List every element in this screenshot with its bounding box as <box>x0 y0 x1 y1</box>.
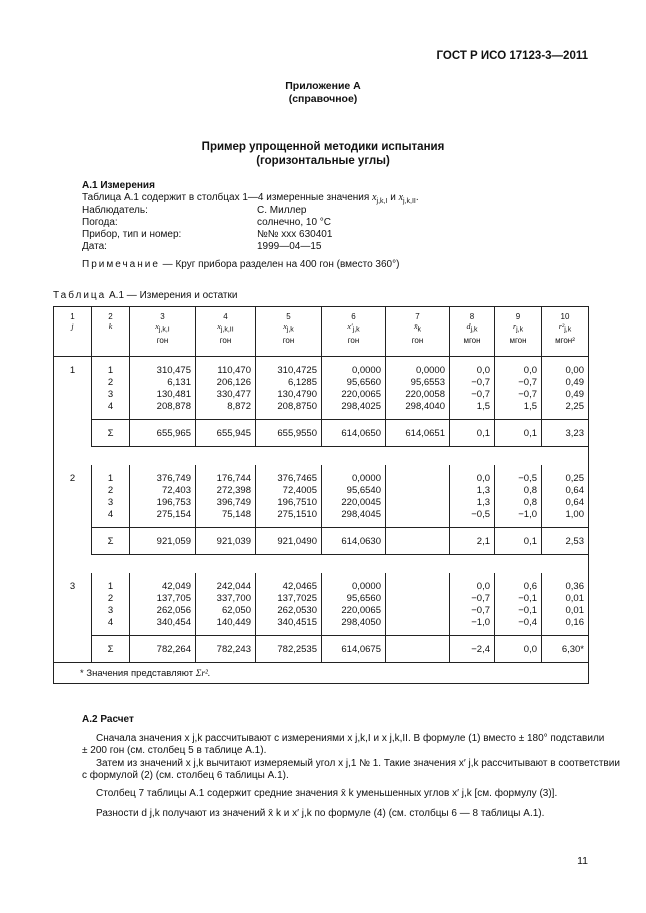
table-cell: 208,8750 <box>256 401 322 420</box>
a2-paragraph-2-line-1: Затем из значений x j,k вычитают измеряемый угол x j,1 № 1. Такие значения x′ j,k рассчитывают в соответствии <box>96 758 620 769</box>
sum-cell: 655,945 <box>196 420 256 447</box>
cell-k: 2 <box>92 485 130 497</box>
cell-k: 1 <box>92 573 130 593</box>
intro-symbol-2: x <box>398 192 404 203</box>
column-symbol-main: x′ <box>347 322 353 331</box>
table-cell: 42,049 <box>130 573 196 593</box>
field-label-instrument: Прибор, тип и номер: <box>82 229 182 240</box>
a2-heading: А.2 Расчет <box>82 714 134 725</box>
column-symbol-main: r <box>512 322 517 331</box>
table-row <box>54 593 589 605</box>
section-title: Пример упрощенной методики испытания <box>201 141 445 153</box>
document-id: ГОСТ Р ИСО 17123-3—2011 <box>436 50 588 62</box>
column-unit: мгон² <box>555 335 575 345</box>
table-cell: 75,148 <box>196 509 256 528</box>
table-cell: 130,481 <box>130 389 196 401</box>
column-number: 6 <box>351 312 356 321</box>
table-cell: 298,4040 <box>386 401 450 420</box>
table-cell: 0,0 <box>495 357 542 378</box>
intro-symbol-1: x <box>372 192 377 203</box>
table-row <box>54 401 589 420</box>
cell-j <box>54 605 92 617</box>
table-cell: 130,4790 <box>256 389 322 401</box>
column-header <box>542 307 589 357</box>
column-symbol-main: x <box>283 322 287 331</box>
table-cell: 298,4025 <box>322 401 386 420</box>
column-unit: гон <box>347 335 360 345</box>
column-unit: гон <box>219 335 232 345</box>
table-cell: 176,744 <box>196 465 256 485</box>
cell-j <box>54 593 92 605</box>
table-cell <box>386 617 450 636</box>
table-cell: 8,872 <box>196 401 256 420</box>
table-cell: 95,6553 <box>386 377 450 389</box>
a2-paragraph-4: Разности d j,k получают из значений x̄ k и x′ j,k по формуле (4) (см. столбцы 6 — 8 таблицы А.1). <box>96 808 545 819</box>
sum-cell: 3,23 <box>542 420 589 447</box>
table-cell: −0,5 <box>450 509 495 528</box>
table-row <box>54 485 589 497</box>
column-symbol <box>499 322 537 336</box>
sum-cell: 782,2535 <box>256 636 322 663</box>
sum-cell: 6,30* <box>542 636 589 663</box>
table-cell: −0,7 <box>450 593 495 605</box>
table-cell: 275,154 <box>130 509 196 528</box>
group-separator <box>54 447 589 466</box>
separator-cell <box>54 447 589 466</box>
cell-k: 3 <box>92 497 130 509</box>
table-cell: 137,705 <box>130 593 196 605</box>
column-header <box>495 307 542 357</box>
table-cell: 0,8 <box>495 497 542 509</box>
separator-cell <box>54 555 589 574</box>
table-cell: −0,7 <box>450 605 495 617</box>
column-header <box>92 307 130 357</box>
table-row <box>54 509 589 528</box>
table-cell: 0,0000 <box>322 573 386 593</box>
column-symbol-sub: j,k <box>564 326 572 334</box>
table-cell <box>386 573 450 593</box>
sum-cell: 921,059 <box>130 528 196 555</box>
column-number: 5 <box>286 312 291 321</box>
column-symbol-sub: j,k <box>516 326 524 334</box>
sum-cell: 0,1 <box>450 420 495 447</box>
column-number: 4 <box>223 312 228 321</box>
annex-title: Приложение А <box>285 80 361 92</box>
column-symbol-sub: j,k,I <box>158 326 170 334</box>
table-cell: −1,0 <box>495 509 542 528</box>
table-cell: 0,49 <box>542 389 589 401</box>
cell-j <box>54 377 92 389</box>
sum-cell: 782,264 <box>130 636 196 663</box>
column-symbol-main: x <box>217 322 221 331</box>
cell-j <box>54 389 92 401</box>
cell-j <box>54 617 92 636</box>
table-caption <box>53 290 237 302</box>
table-cell: 0,0000 <box>386 357 450 378</box>
table-cell: 206,126 <box>196 377 256 389</box>
field-label-observer: Наблюдатель: <box>82 205 148 216</box>
column-symbol-main: x <box>155 322 159 331</box>
table-cell: 1,5 <box>495 401 542 420</box>
column-unit: мгон <box>509 335 527 345</box>
table-cell: 0,49 <box>542 377 589 389</box>
table-cell: 310,4725 <box>256 357 322 378</box>
field-label-weather: Погода: <box>82 217 118 228</box>
table-cell: 1,3 <box>450 497 495 509</box>
table-cell: −0,7 <box>495 377 542 389</box>
sum-row <box>54 528 589 555</box>
table-cell: 0,64 <box>542 497 589 509</box>
column-symbol-main: x̄ <box>413 322 418 331</box>
column-number: 9 <box>515 312 521 321</box>
column-header <box>256 307 322 357</box>
table-cell: 1,5 <box>450 401 495 420</box>
sum-symbol: Σ <box>92 420 130 447</box>
table-row <box>54 377 589 389</box>
a1-heading: А.1 Измерения <box>82 180 155 191</box>
table-cell: 340,4515 <box>256 617 322 636</box>
table-cell: 0,64 <box>542 485 589 497</box>
table-cell: 0,16 <box>542 617 589 636</box>
page-number: 11 <box>577 855 588 867</box>
table-cell <box>386 593 450 605</box>
table-cell: 310,475 <box>130 357 196 378</box>
column-number: 8 <box>469 312 475 321</box>
footnote-text: * Значения представляют <box>80 667 194 679</box>
table-row <box>54 497 589 509</box>
table-cell: −0,7 <box>450 377 495 389</box>
sum-cell: −2,4 <box>450 636 495 663</box>
table-cell: 0,0 <box>450 465 495 485</box>
cell-k: 4 <box>92 401 130 420</box>
table-cell: 0,0 <box>450 573 495 593</box>
a2-paragraph-3: Столбец 7 таблицы А.1 содержит средние значения x̄ k уменьшенных углов x′ j,k [см. формулу (3)]. <box>96 788 558 799</box>
table-cell: −0,5 <box>495 465 542 485</box>
note-text: — Круг прибора разделен на 400 гон (вместо 360°) <box>162 259 400 270</box>
table-cell <box>386 509 450 528</box>
cell-k: 3 <box>92 605 130 617</box>
column-symbol <box>58 322 87 336</box>
column-symbol <box>96 322 125 336</box>
table-cell: −0,1 <box>495 593 542 605</box>
table-cell: 6,1285 <box>256 377 322 389</box>
a1-intro-text: Таблица А.1 содержит в столбцах 1—4 измеренные значения <box>82 192 370 203</box>
table-cell: 220,0045 <box>322 497 386 509</box>
table-cell: 62,050 <box>196 605 256 617</box>
column-symbol-main: r² <box>558 322 565 331</box>
note-label: Примечание <box>82 259 160 270</box>
table-cell: 220,0058 <box>386 389 450 401</box>
sum-cell: 0,1 <box>495 420 542 447</box>
column-symbol <box>200 322 251 336</box>
cell-empty <box>54 636 92 663</box>
table-cell: 95,6560 <box>322 377 386 389</box>
column-symbol-sub: k <box>417 326 422 334</box>
a2-paragraph-1-line-1: Сначала значения x j,k рассчитывают с измерениями x j,k,I и x j,k,II. В формуле (1) вместо ± 180° подставили <box>96 733 605 744</box>
table-cell: 0,0 <box>450 357 495 378</box>
sum-cell: 614,0651 <box>386 420 450 447</box>
table-cell: 72,4005 <box>256 485 322 497</box>
table-cell: 95,6540 <box>322 485 386 497</box>
column-header <box>450 307 495 357</box>
sum-cell: 614,0650 <box>322 420 386 447</box>
sum-cell: 0,0 <box>495 636 542 663</box>
table-row <box>54 605 589 617</box>
table-cell: 376,7465 <box>256 465 322 485</box>
cell-k: 1 <box>92 465 130 485</box>
section-subtitle: (горизонтальные углы) <box>256 155 390 167</box>
cell-j <box>54 485 92 497</box>
sum-cell: 2,53 <box>542 528 589 555</box>
column-symbol <box>134 322 191 336</box>
table-cell: 262,0530 <box>256 605 322 617</box>
table-cell: 6,131 <box>130 377 196 389</box>
cell-j: 3 <box>54 573 92 593</box>
table-cell: 220,0065 <box>322 389 386 401</box>
table-cell <box>386 485 450 497</box>
table-cell: 0,01 <box>542 605 589 617</box>
column-header <box>322 307 386 357</box>
column-symbol-sub: j,k,II <box>220 326 234 334</box>
a1-intro-and: и <box>390 192 396 203</box>
table-cell: 337,700 <box>196 593 256 605</box>
column-symbol-main: k <box>108 322 113 331</box>
table-row <box>54 465 589 485</box>
cell-j: 2 <box>54 465 92 485</box>
sum-cell: 0,1 <box>495 528 542 555</box>
column-number: 2 <box>108 312 113 321</box>
column-symbol-main: d <box>466 322 471 331</box>
field-value-observer: С. Миллер <box>257 205 307 216</box>
table-cell: 208,878 <box>130 401 196 420</box>
column-symbol-sub: j,k <box>470 326 478 334</box>
column-symbol <box>546 322 584 336</box>
a1-note <box>82 259 399 271</box>
column-number: 1 <box>70 312 75 321</box>
column-number: 10 <box>560 312 570 321</box>
a1-intro-end: . <box>415 192 419 203</box>
column-unit: гон <box>282 335 295 345</box>
table-cell: 137,7025 <box>256 593 322 605</box>
table-row <box>54 389 589 401</box>
cell-k: 1 <box>92 357 130 378</box>
cell-j <box>54 509 92 528</box>
sum-symbol: Σ <box>92 636 130 663</box>
column-symbol <box>390 322 445 336</box>
table-row <box>54 357 589 378</box>
cell-k: 4 <box>92 509 130 528</box>
table-cell: −0,7 <box>450 389 495 401</box>
a2-paragraph-1-line-2: ± 200 гон (см. столбец 5 в таблице А.1). <box>82 745 267 756</box>
footnote-row <box>54 663 589 684</box>
cell-k: 2 <box>92 377 130 389</box>
sum-symbol: Σ <box>92 528 130 555</box>
intro-symbol-1-sub: j,k,I <box>376 198 388 205</box>
table-cell: 0,6 <box>495 573 542 593</box>
group-separator <box>54 555 589 574</box>
field-value-date: 1999—04—15 <box>257 241 322 252</box>
field-label-date: Дата: <box>82 241 107 252</box>
sum-cell: 614,0630 <box>322 528 386 555</box>
table-cell: 220,0065 <box>322 605 386 617</box>
table-cell: 376,749 <box>130 465 196 485</box>
table-cell: 1,00 <box>542 509 589 528</box>
sum-cell: 921,039 <box>196 528 256 555</box>
table-cell: 330,477 <box>196 389 256 401</box>
cell-k: 4 <box>92 617 130 636</box>
measurements-table <box>53 306 589 684</box>
sum-row <box>54 636 589 663</box>
cell-j: 1 <box>54 357 92 378</box>
table-cell: 0,0000 <box>322 357 386 378</box>
table-cell: −0,1 <box>495 605 542 617</box>
column-symbol <box>260 322 317 336</box>
table-cell: 275,1510 <box>256 509 322 528</box>
column-number: 3 <box>160 312 165 321</box>
column-header <box>54 307 92 357</box>
cell-j <box>54 497 92 509</box>
column-symbol-sub: j,k <box>286 326 294 334</box>
table-caption-label: Таблица <box>53 290 107 301</box>
cell-k: 2 <box>92 593 130 605</box>
column-unit: гон <box>411 335 424 345</box>
column-unit: гон <box>156 335 169 345</box>
table-cell <box>386 605 450 617</box>
a2-paragraph-2-line-2: с формулой (2) (см. столбец 6 таблицы А.1). <box>82 770 289 781</box>
sum-cell <box>386 636 450 663</box>
sum-cell: 614,0675 <box>322 636 386 663</box>
column-header <box>196 307 256 357</box>
table-header-row <box>54 307 589 357</box>
footnote-cell <box>54 663 589 684</box>
table-cell: −1,0 <box>450 617 495 636</box>
table-caption-text: А.1 — Измерения и остатки <box>109 290 238 301</box>
cell-empty <box>54 420 92 447</box>
table-cell: 196,7510 <box>256 497 322 509</box>
table-cell: 42,0465 <box>256 573 322 593</box>
cell-j <box>54 401 92 420</box>
table-cell: 110,470 <box>196 357 256 378</box>
table-cell: 72,403 <box>130 485 196 497</box>
table-cell: 396,749 <box>196 497 256 509</box>
sum-row <box>54 420 589 447</box>
sum-cell: 782,243 <box>196 636 256 663</box>
table-cell: 272,398 <box>196 485 256 497</box>
table-cell: 262,056 <box>130 605 196 617</box>
table-cell: 1,3 <box>450 485 495 497</box>
table-cell: 0,8 <box>495 485 542 497</box>
column-unit: мгон <box>463 335 481 345</box>
table-cell: 0,36 <box>542 573 589 593</box>
table-row <box>54 573 589 593</box>
sum-cell: 655,9550 <box>256 420 322 447</box>
table-cell: 340,454 <box>130 617 196 636</box>
field-value-weather: солнечно, 10 °С <box>257 217 332 228</box>
column-symbol <box>454 322 490 336</box>
table-cell: −0,4 <box>495 617 542 636</box>
column-symbol <box>326 322 381 336</box>
table-cell: 95,6560 <box>322 593 386 605</box>
sum-cell: 2,1 <box>450 528 495 555</box>
table-cell: 0,25 <box>542 465 589 485</box>
cell-empty <box>54 528 92 555</box>
table-cell: 140,449 <box>196 617 256 636</box>
table-cell <box>386 497 450 509</box>
footnote-symbol: Σr². <box>195 668 211 679</box>
table-cell: 196,753 <box>130 497 196 509</box>
sum-cell: 655,965 <box>130 420 196 447</box>
table-cell: 298,4045 <box>322 509 386 528</box>
column-symbol-sub: j,k <box>352 326 360 334</box>
table-cell: 2,25 <box>542 401 589 420</box>
table-cell: 242,044 <box>196 573 256 593</box>
cell-k: 3 <box>92 389 130 401</box>
field-value-instrument: №№ ххх 630401 <box>257 229 333 240</box>
annex-subtitle: (справочное) <box>288 93 358 105</box>
column-header <box>130 307 196 357</box>
table-cell: −0,7 <box>495 389 542 401</box>
sum-cell: 921,0490 <box>256 528 322 555</box>
column-header <box>386 307 450 357</box>
table-cell: 298,4050 <box>322 617 386 636</box>
sum-cell <box>386 528 450 555</box>
table-cell <box>386 465 450 485</box>
table-cell: 0,0000 <box>322 465 386 485</box>
table-row <box>54 617 589 636</box>
intro-symbol-2-sub: j,k,II <box>403 198 416 205</box>
column-symbol-main: j <box>71 322 74 331</box>
table-cell: 0,01 <box>542 593 589 605</box>
table-cell: 0,00 <box>542 357 589 378</box>
column-number: 7 <box>415 312 420 321</box>
